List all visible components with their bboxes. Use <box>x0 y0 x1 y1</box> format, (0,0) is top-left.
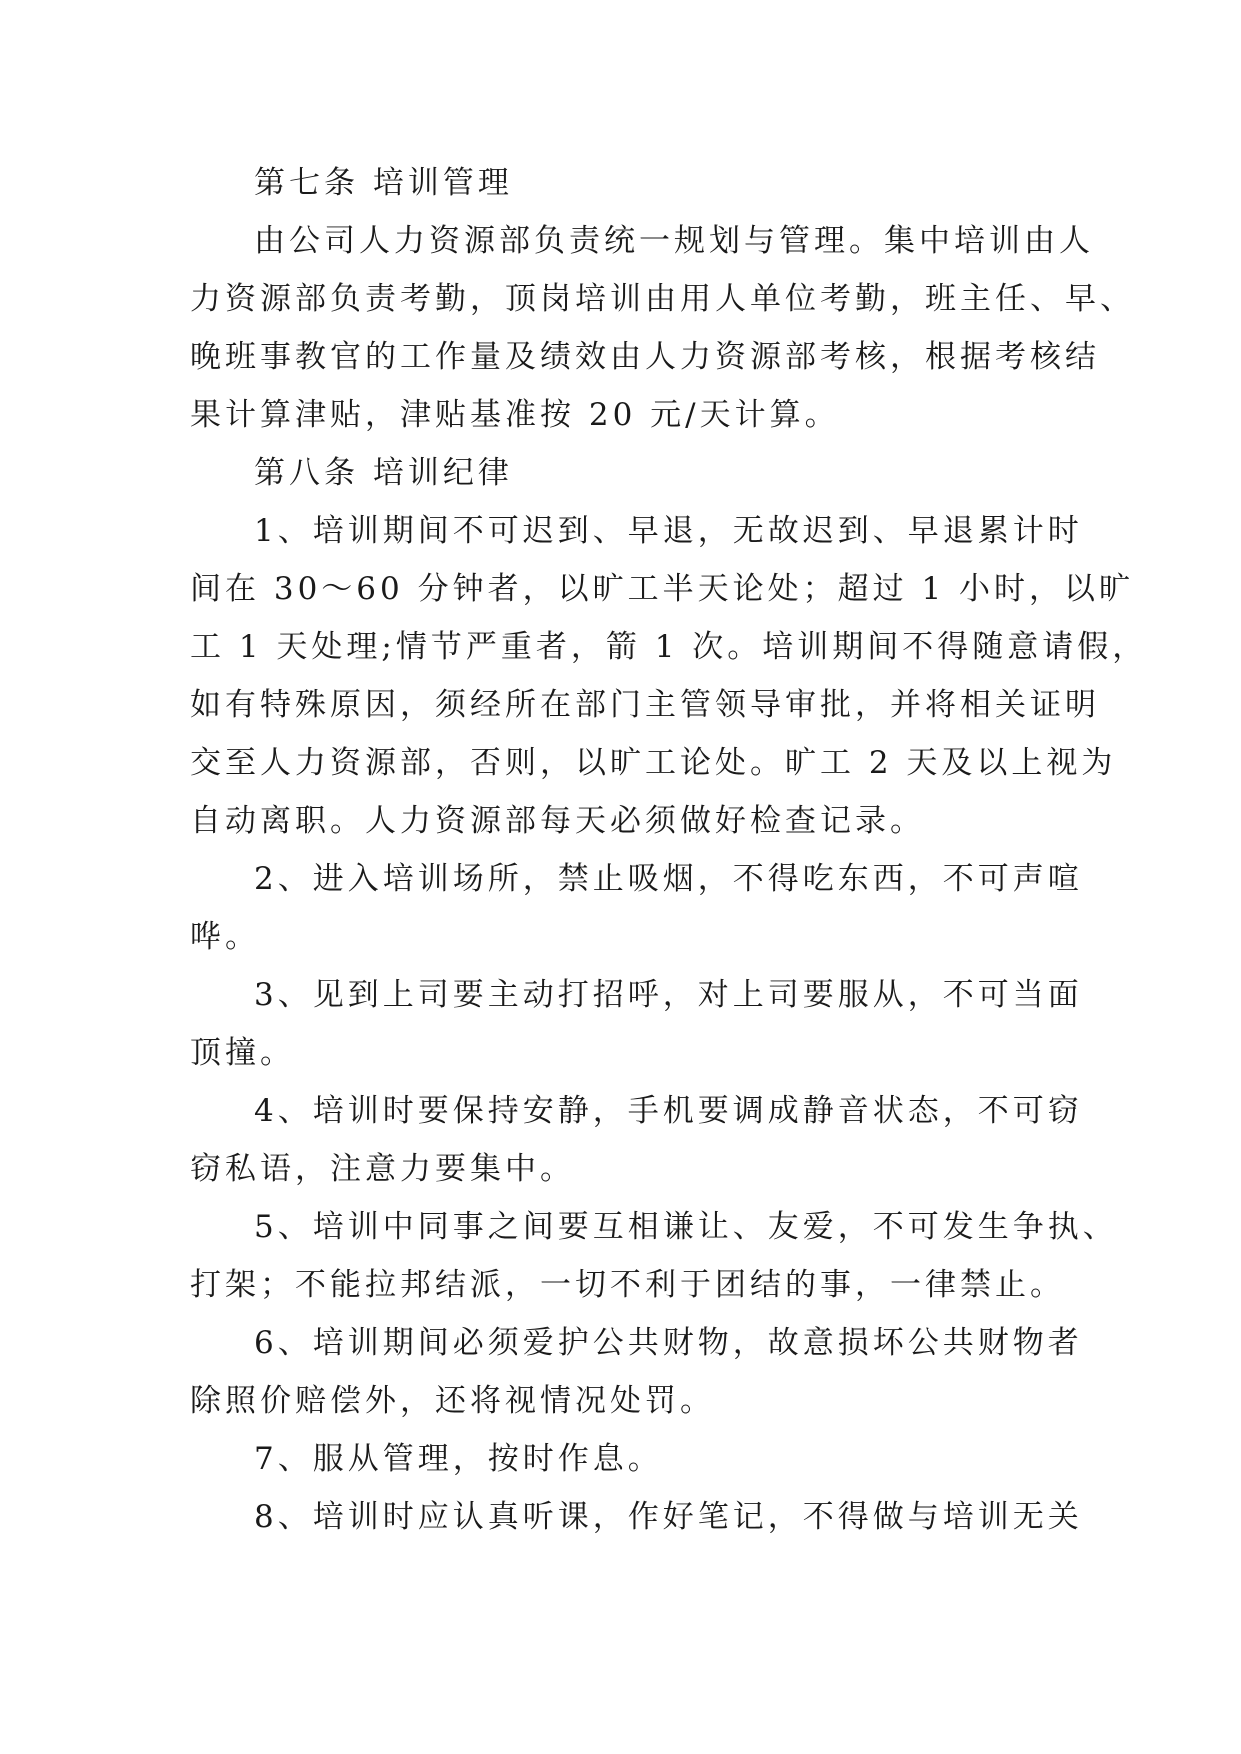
paragraph-line: 2、进入培训场所，禁止吸烟，不得吃东西，不可声喧 <box>254 861 1083 897</box>
paragraph-line: 交至人力资源部，否则，以旷工论处。旷工 2 天及以上视为 <box>190 745 1117 781</box>
paragraph-line: 工 1 天处理;情节严重者，箭 1 次。培训期间不得随意请假， <box>190 629 1148 665</box>
paragraph-line: 4、培训时要保持安静，手机要调成静音状态，不可窃 <box>254 1093 1083 1129</box>
paragraph-line: 晚班事教官的工作量及绩效由人力资源部考核，根据考核结 <box>190 339 1100 375</box>
paragraph-line: 果计算津贴，津贴基准按 20 元/天计算。 <box>190 397 840 433</box>
paragraph-line: 3、见到上司要主动打招呼，对上司要服从，不可当面 <box>254 977 1083 1013</box>
paragraph-line: 6、培训期间必须爱护公共财物，故意损坏公共财物者 <box>254 1325 1083 1361</box>
paragraph-line: 1、培训期间不可迟到、早退，无故迟到、早退累计时 <box>254 513 1083 549</box>
section-heading: 第八条 培训纪律 <box>254 455 513 491</box>
paragraph-line: 8、培训时应认真听课，作好笔记，不得做与培训无关 <box>254 1499 1083 1535</box>
paragraph-line: 力资源部负责考勤，顶岗培训由用人单位考勤，班主任、早、 <box>190 281 1135 317</box>
paragraph-line: 如有特殊原因，须经所在部门主管领导审批，并将相关证明 <box>190 687 1100 723</box>
paragraph-line: 哗。 <box>190 919 260 955</box>
paragraph-line: 自动离职。人力资源部每天必须做好检查记录。 <box>190 803 925 839</box>
paragraph-line: 7、服从管理，按时作息。 <box>254 1441 663 1477</box>
paragraph-line: 顶撞。 <box>190 1035 295 1071</box>
paragraph-line: 除照价赔偿外，还将视情况处罚。 <box>190 1383 715 1419</box>
section-heading: 第七条 培训管理 <box>254 165 513 201</box>
paragraph-line: 由公司人力资源部负责统一规划与管理。集中培训由人 <box>254 223 1094 259</box>
paragraph-line: 打架；不能拉邦结派，一切不利于团结的事，一律禁止。 <box>190 1267 1065 1303</box>
document-body <box>190 154 1148 1546</box>
paragraph-line: 间在 30～60 分钟者，以旷工半天论处；超过 1 小时，以旷 <box>190 571 1135 607</box>
paragraph-line: 5、培训中同事之间要互相谦让、友爱，不可发生争执、 <box>254 1209 1118 1245</box>
paragraph-line: 窃私语，注意力要集中。 <box>190 1151 575 1187</box>
